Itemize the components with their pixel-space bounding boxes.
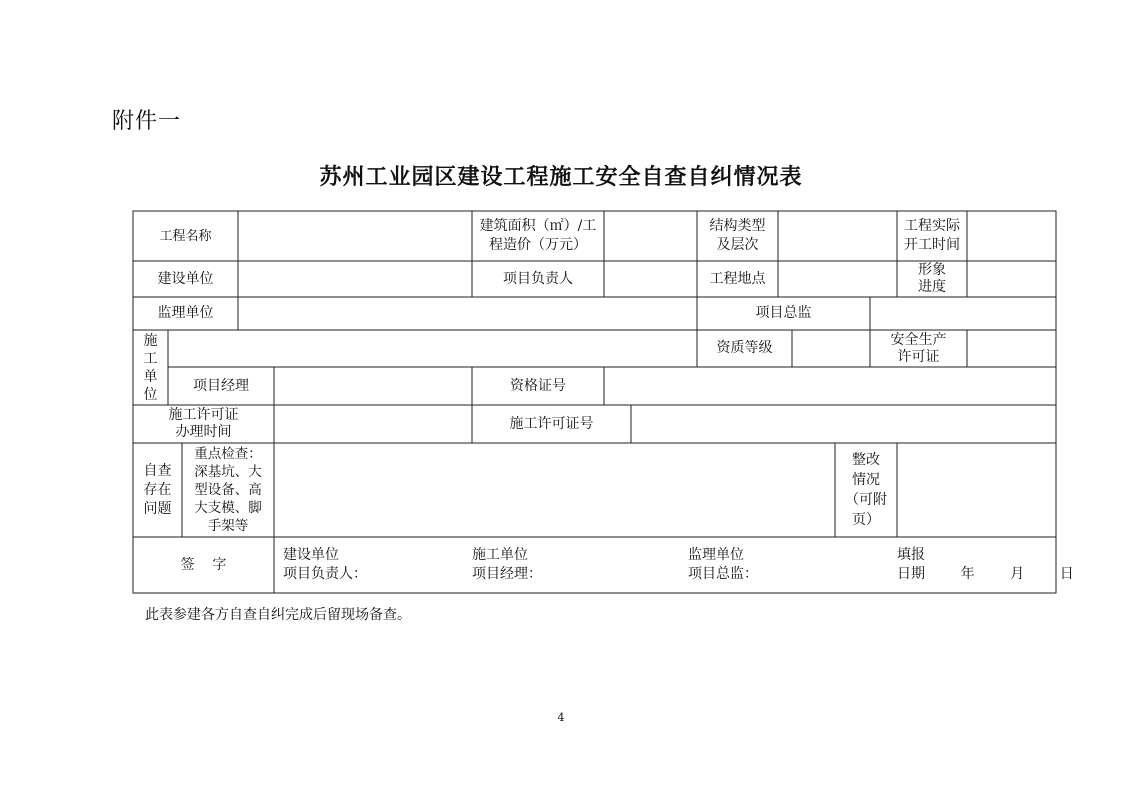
field-self-check-issues[interactable] bbox=[274, 443, 835, 537]
field-construction-unit[interactable] bbox=[238, 261, 472, 297]
field-chief-supervisor[interactable] bbox=[870, 297, 1056, 330]
field-builder-unit[interactable] bbox=[168, 330, 697, 367]
field-progress[interactable] bbox=[967, 261, 1056, 297]
field-permit-time[interactable] bbox=[274, 405, 472, 443]
label-structure-type: 结构类型 及层次 bbox=[709, 218, 766, 253]
label-rectification: 整改 情况 （可附 页） bbox=[845, 452, 887, 528]
field-supervision-unit[interactable] bbox=[238, 297, 697, 330]
field-safety-permit[interactable] bbox=[967, 330, 1056, 367]
field-start-time[interactable] bbox=[967, 211, 1056, 261]
signature-supervision-unit[interactable]: 监理单位 项目总监： bbox=[688, 547, 758, 582]
label-self-check-issues: 自查 存在 问题 bbox=[143, 462, 172, 517]
label-permit-no: 施工许可证号 bbox=[509, 415, 594, 432]
form-title: 苏州工业园区建设工程施工安全自查自纠情况表 bbox=[319, 164, 803, 190]
label-project-manager: 项目经理 bbox=[193, 377, 249, 394]
field-permit-no[interactable] bbox=[631, 405, 1056, 443]
label-project-name: 工程名称 bbox=[159, 228, 212, 244]
label-qualification-grade: 资质等级 bbox=[716, 340, 773, 356]
label-progress: 形象 进度 bbox=[918, 262, 946, 295]
label-builder-unit: 施 工 单 位 bbox=[143, 332, 158, 403]
label-safety-permit: 安全生产 许可证 bbox=[890, 331, 947, 365]
field-project-location[interactable] bbox=[778, 261, 897, 297]
signature-construction-unit[interactable]: 建设单位 项目负责人： bbox=[283, 547, 367, 582]
signature-builder-unit[interactable]: 施工单位 项目经理： bbox=[472, 547, 542, 582]
field-structure-type[interactable] bbox=[778, 211, 897, 261]
field-building-area[interactable] bbox=[604, 211, 697, 261]
label-key-inspection: 重点检查： 深基坑、大 型设备、高 大支模、脚 手架等 bbox=[194, 446, 262, 534]
label-qualification-cert-no: 资格证号 bbox=[510, 377, 566, 394]
field-qualification-cert-no[interactable] bbox=[604, 367, 1056, 405]
signature-fill-date[interactable]: 填报 日期 年 月 日 bbox=[897, 547, 1074, 582]
label-chief-supervisor: 项目总监 bbox=[755, 305, 812, 321]
field-rectification[interactable] bbox=[897, 443, 1056, 537]
attachment-label: 附件一 bbox=[112, 109, 182, 134]
label-supervision-unit: 监理单位 bbox=[157, 305, 214, 321]
label-building-area: 建筑面积（㎡）/工 程造价（万元） bbox=[479, 218, 597, 253]
label-construction-unit: 建设单位 bbox=[157, 270, 214, 287]
label-project-owner-rep: 项目负责人 bbox=[503, 270, 573, 287]
field-project-manager[interactable] bbox=[274, 367, 472, 405]
label-signature: 签 字 bbox=[180, 556, 227, 573]
field-project-owner-rep[interactable] bbox=[604, 261, 697, 297]
page-number: 4 bbox=[557, 711, 565, 724]
footnote: 此表参建各方自查自纠完成后留现场备查。 bbox=[145, 607, 411, 623]
label-permit-time: 施工许可证 办理时间 bbox=[168, 407, 239, 440]
field-qualification-grade[interactable] bbox=[792, 330, 870, 367]
label-start-time: 工程实际 开工时间 bbox=[904, 218, 960, 253]
field-project-name[interactable] bbox=[238, 211, 472, 261]
label-project-location: 工程地点 bbox=[709, 270, 766, 287]
